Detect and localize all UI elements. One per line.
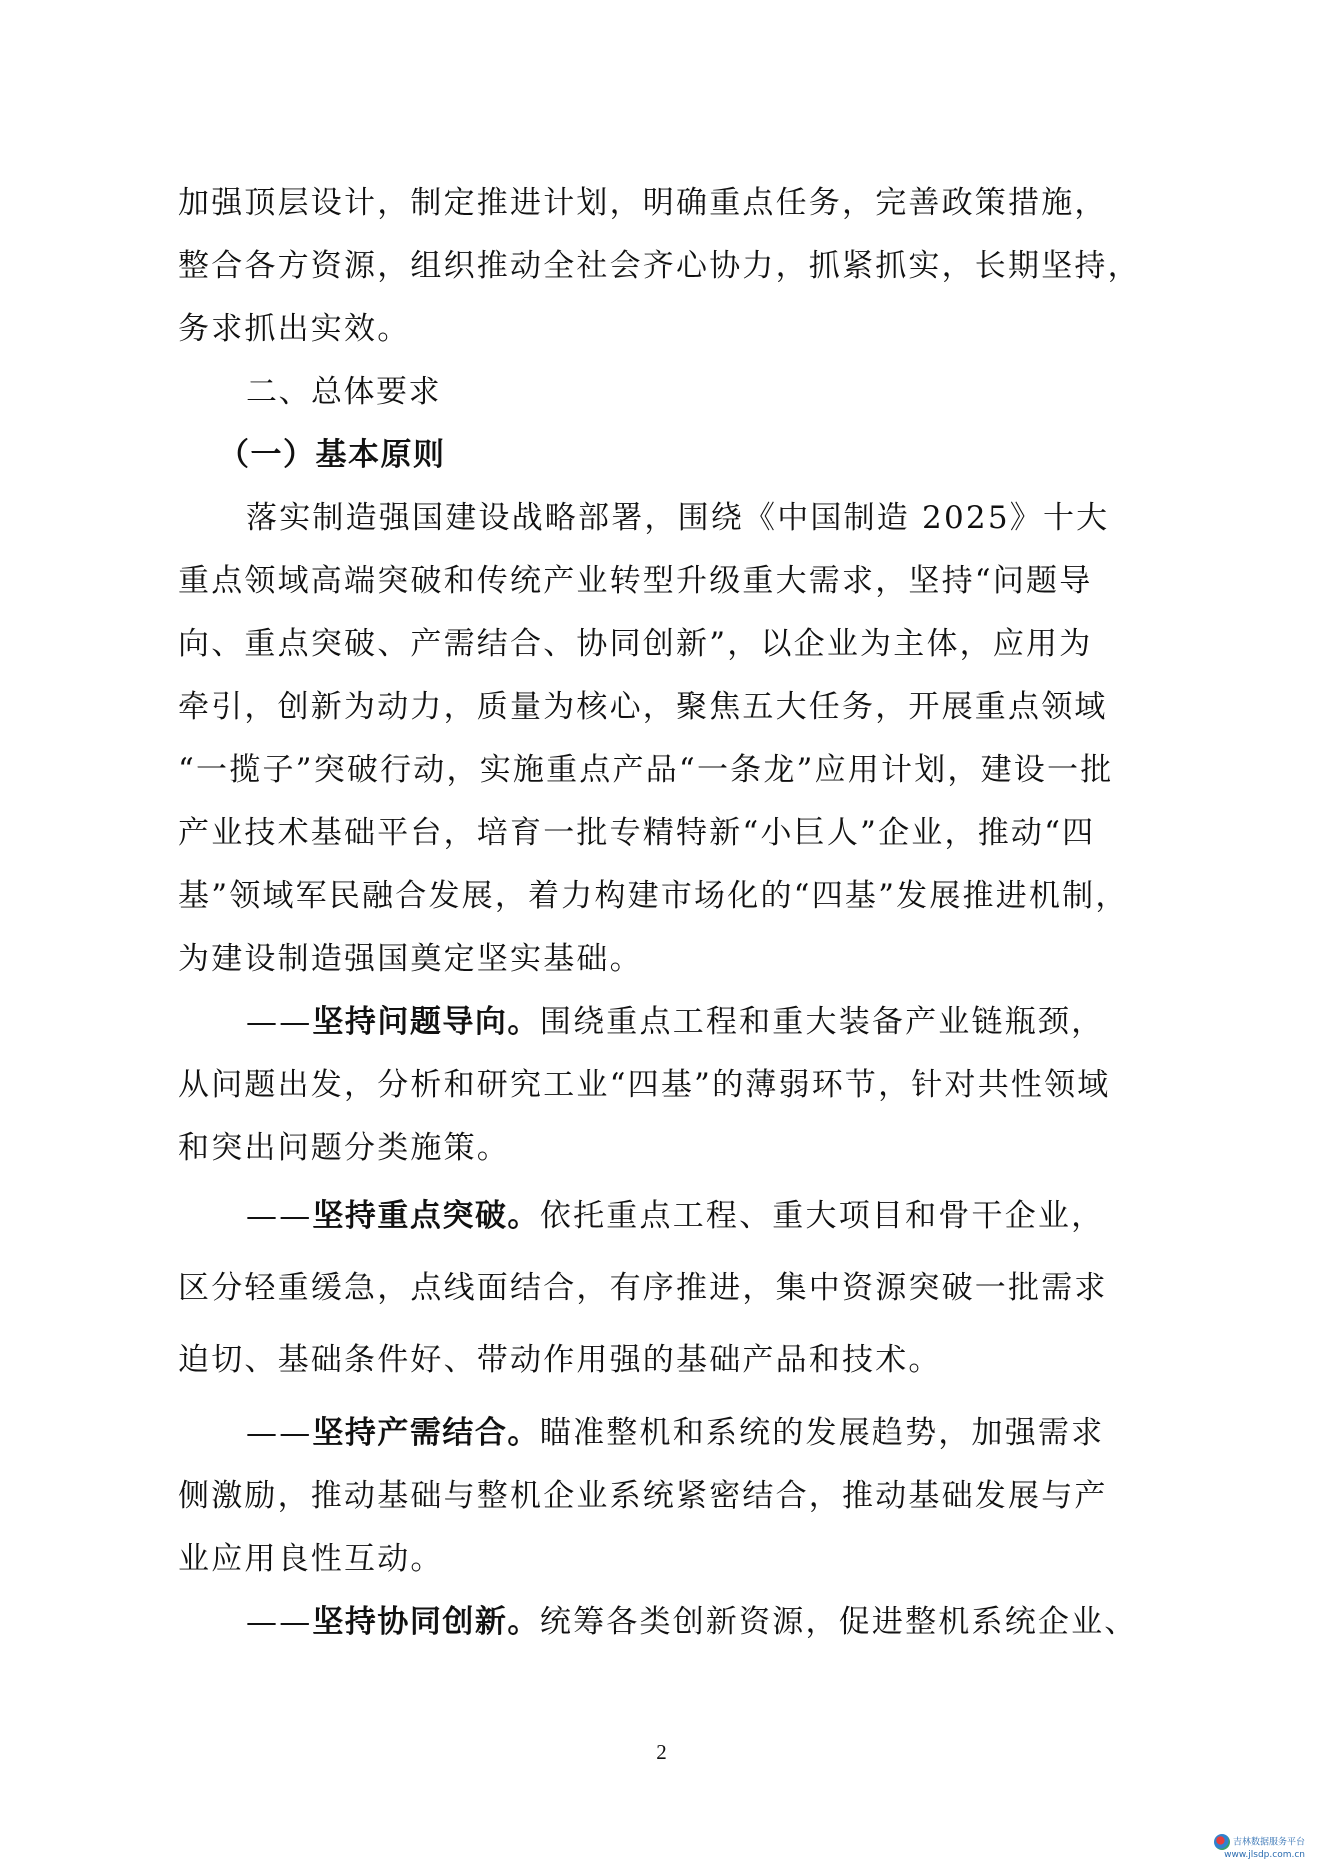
body-line: 侧激励，推动基础与整机企业系统紧密结合，推动基础发展与产 [178, 1478, 1108, 1514]
principle-supply-demand [178, 1402, 1158, 1465]
principle-dash: —— [246, 1004, 313, 1040]
body-line: 整合各方资源，组织推动全社会齐心协力，抓紧抓实，长期坚持， [178, 248, 1141, 284]
body-line: 产业技术基础平台，培育一批专精特新“小巨人”企业，推动“四 [178, 815, 1096, 851]
principle-key-breakthrough [178, 1180, 1158, 1252]
body-line: 务求抓出实效。 [178, 311, 411, 347]
body-line: 向、重点突破、产需结合、协同创新”，以企业为主体，应用为 [178, 626, 1093, 662]
body-line: 牵引，创新为动力，质量为核心，聚焦五大任务，开展重点领域 [178, 689, 1108, 725]
watermark [1214, 1834, 1305, 1861]
principle-dash: —— [246, 1198, 313, 1234]
principle-problem-oriented [178, 991, 1158, 1054]
section-heading: 二、总体要求 [246, 374, 441, 410]
body-line: 迫切、基础条件好、带动作用强的基础产品和技术。 [178, 1342, 942, 1378]
subsection-heading: （一）基本原则 [218, 437, 446, 473]
principle-dash: —— [246, 1604, 313, 1640]
page-number: 2 [656, 1740, 667, 1764]
principle-dash: —— [246, 1415, 313, 1451]
body-line: 基”领域军民融合发展，着力构建市场化的“四基”发展推进机制， [178, 878, 1129, 914]
principle-title: 坚持重点突破。 [312, 1198, 540, 1234]
principle-text: 围绕重点工程和重大装备产业链瓶颈， [539, 1004, 1105, 1040]
body-line: 加强顶层设计，制定推进计划，明确重点任务，完善政策措施， [178, 185, 1108, 221]
body-line: 为建设制造强国奠定坚实基础。 [178, 941, 643, 977]
principle-collaborative-innovation [178, 1591, 1158, 1654]
principle-text: 瞄准整机和系统的发展趋势，加强需求 [539, 1415, 1105, 1451]
body-line: 业应用良性互动。 [178, 1541, 444, 1577]
watermark-line2: www.jlsdp.com.cn [1224, 1850, 1305, 1860]
watermark-logo-icon [1214, 1834, 1230, 1850]
body-line: 从问题出发，分析和研究工业“四基”的薄弱环节，针对共性领域 [178, 1067, 1111, 1103]
principle-text: 统筹各类创新资源，促进整机系统企业、 [539, 1604, 1138, 1640]
document-page [178, 172, 1158, 1654]
watermark-line1: 吉林数据服务平台 [1232, 1837, 1305, 1848]
body-line: 和突出问题分类施策。 [178, 1130, 510, 1166]
principle-title: 坚持产需结合。 [312, 1415, 540, 1451]
principle-text: 依托重点工程、重大项目和骨干企业， [539, 1198, 1105, 1234]
body-line: “一揽子”突破行动，实施重点产品“一条龙”应用计划，建设一批 [178, 752, 1114, 788]
principle-title: 坚持协同创新。 [312, 1604, 540, 1640]
body-line: 区分轻重缓急，点线面结合，有序推进，集中资源突破一批需求 [178, 1270, 1108, 1306]
body-line: 落实制造强国建设战略部署，围绕《中国制造 2025》十大 [246, 500, 1110, 536]
body-line: 重点领域高端突破和传统产业转型升级重大需求，坚持“问题导 [178, 563, 1093, 599]
principle-title: 坚持问题导向。 [312, 1004, 540, 1040]
